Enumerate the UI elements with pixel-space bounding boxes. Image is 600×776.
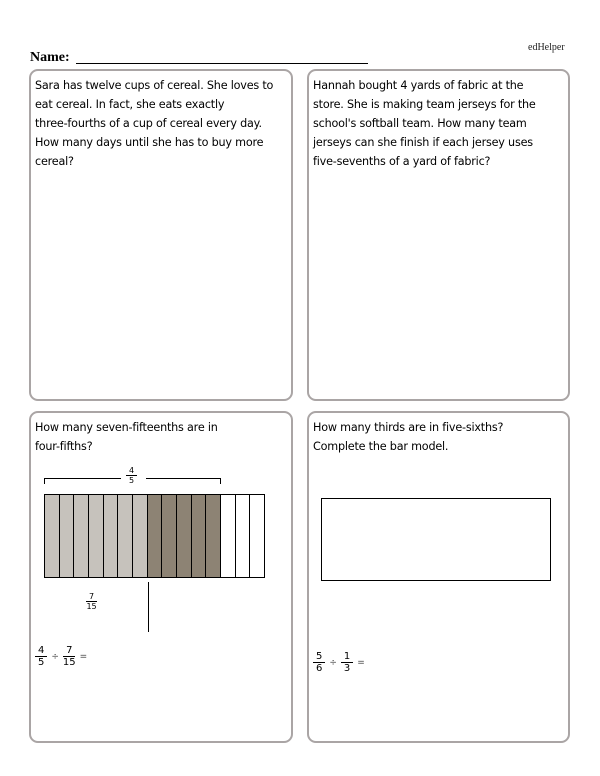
text-line: How many seven-fifteenths are in [35, 421, 218, 434]
part-fraction-label: $\frac{7}{15}$ [86, 592, 97, 611]
text-line: Complete the bar model. [313, 440, 449, 453]
bar-segment-light [118, 495, 133, 577]
name-label: Name: [30, 50, 70, 65]
divide-sign: ÷ [51, 651, 59, 662]
bar-segment-light [60, 495, 75, 577]
divider-line [148, 582, 149, 632]
division-expression-3 [35, 645, 91, 668]
text-line: Sara has twelve cups of cereal. She loves to [35, 79, 274, 92]
text-line: five-sevenths of a yard of fabric? [313, 155, 491, 168]
bar-segment-dark [148, 495, 163, 577]
equals-sign: = [79, 651, 88, 662]
text-line: cereal? [35, 155, 74, 168]
brand-label: edHelper [528, 42, 565, 53]
bar-segment-empty [221, 495, 236, 577]
dividend-fraction: $\frac{5}{6}$ [313, 651, 325, 674]
problem-2-text [313, 76, 565, 171]
bar-segment-dark [177, 495, 192, 577]
division-expression-4 [313, 651, 369, 674]
bar-segment-light [89, 495, 104, 577]
bar-segment-dark [206, 495, 221, 577]
bar-segment-dark [162, 495, 177, 577]
text-line: Hannah bought 4 yards of fabric at the [313, 79, 524, 92]
divide-sign: ÷ [329, 657, 337, 668]
bar-segment-light [104, 495, 119, 577]
equals-sign: = [357, 657, 365, 668]
text-line: How many thirds are in five-sixths? [313, 421, 504, 434]
bar-segment-light [133, 495, 148, 577]
problem-4-text [313, 418, 565, 456]
problem-1-text [35, 76, 287, 171]
dividend-fraction: $\frac{4}{5}$ [35, 645, 47, 668]
bar-segment-light [45, 495, 60, 577]
text-line: jerseys can she finish if each jersey uses [313, 136, 533, 149]
problem-panel-2 [307, 69, 570, 401]
problem-3-text [35, 418, 287, 456]
text-line: store. She is making team jerseys for the [313, 98, 536, 111]
bracket-right [146, 478, 221, 484]
bracket-left [44, 478, 121, 484]
divisor-fraction: $\frac{1}{3}$ [341, 651, 353, 674]
name-input-line[interactable] [76, 63, 368, 64]
problem-panel-1 [29, 69, 293, 401]
text-line: eat cereal. In fact, she eats exactly [35, 98, 225, 111]
bar-model-answer-box[interactable] [321, 498, 551, 581]
bracket-fraction-label: $\frac{4}{5}$ [126, 466, 137, 485]
divisor-fraction: $\frac{7}{15}$ [62, 645, 76, 668]
bar-segment-empty [250, 495, 264, 577]
bar-segment-light [74, 495, 89, 577]
text-line: school's softball team. How many team [313, 117, 527, 130]
bar-segment-dark [192, 495, 207, 577]
bar-model-fifteenths [44, 494, 265, 578]
text-line: How many days until she has to buy more [35, 136, 264, 149]
text-line: four-fifths? [35, 440, 93, 453]
text-line: three-fourths of a cup of cereal every day. [35, 117, 262, 130]
bar-segment-empty [236, 495, 251, 577]
